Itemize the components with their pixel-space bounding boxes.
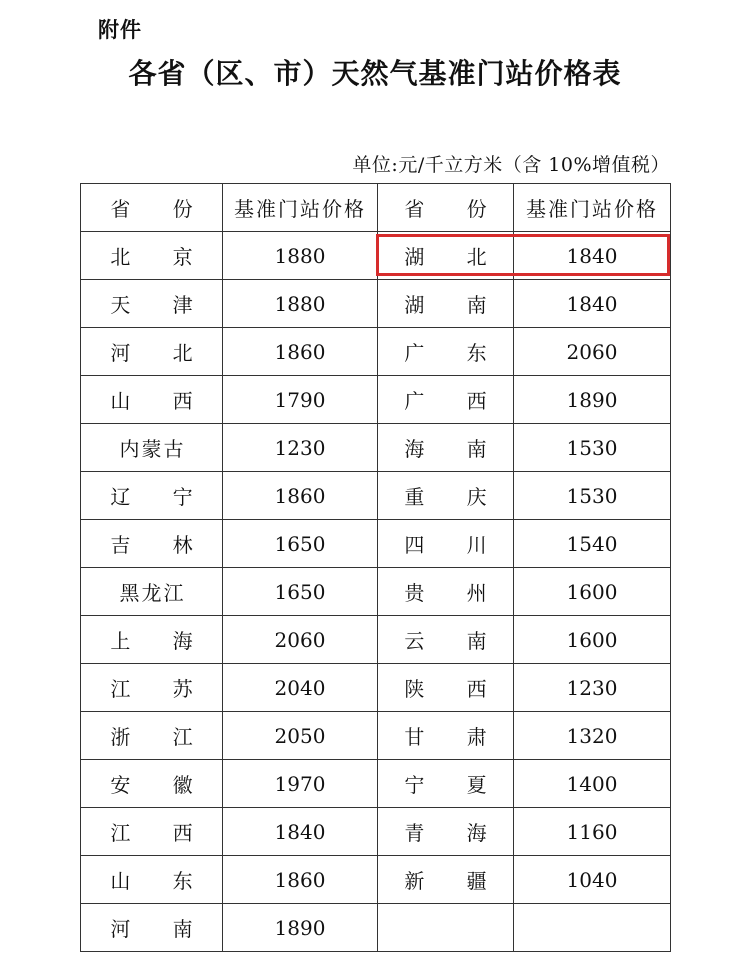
province-cell — [378, 280, 514, 328]
table-row — [81, 760, 671, 808]
province-cell — [81, 904, 223, 952]
table-row — [81, 376, 671, 424]
province-cell — [378, 232, 514, 280]
table-row — [81, 664, 671, 712]
province-cell — [81, 808, 223, 856]
table-row — [81, 712, 671, 760]
price-cell: 1840 — [223, 808, 378, 856]
price-cell: 1530 — [514, 472, 671, 520]
price-cell: 1880 — [223, 232, 378, 280]
header-price-right: 基准门站价格 — [514, 184, 671, 232]
province-cell — [81, 232, 223, 280]
province-cell — [378, 712, 514, 760]
province-cell — [378, 328, 514, 376]
province-name: 浙 江 — [110, 725, 211, 749]
province-name: 甘 肃 — [404, 725, 505, 749]
price-cell: 1230 — [514, 664, 671, 712]
header-province-left — [81, 184, 223, 232]
price-table — [80, 183, 671, 952]
table-row — [81, 568, 671, 616]
table-row — [81, 328, 671, 376]
province-name: 江 西 — [110, 821, 211, 845]
header-label: 省 份 — [404, 197, 505, 221]
price-cell: 1600 — [514, 568, 671, 616]
price-cell: 1540 — [514, 520, 671, 568]
price-cell: 1840 — [514, 280, 671, 328]
province-cell — [81, 280, 223, 328]
province-name: 贵 州 — [404, 581, 505, 605]
price-cell: 1860 — [223, 328, 378, 376]
price-cell: 1400 — [514, 760, 671, 808]
province-cell — [81, 760, 223, 808]
price-cell: 1230 — [223, 424, 378, 472]
province-cell — [81, 616, 223, 664]
document-title: 各省（区、市）天然气基准门站价格表 — [128, 57, 622, 90]
province-cell — [378, 520, 514, 568]
attachment-label: 附件 — [98, 18, 142, 42]
price-cell: 1790 — [223, 376, 378, 424]
price-cell: 1840 — [514, 232, 671, 280]
table-row — [81, 472, 671, 520]
province-cell — [378, 904, 514, 952]
province-name: 内蒙古 — [119, 437, 186, 461]
header-label: 省 份 — [110, 197, 211, 221]
price-cell: 2040 — [223, 664, 378, 712]
province-cell — [81, 568, 223, 616]
province-cell — [378, 856, 514, 904]
province-cell — [378, 808, 514, 856]
province-name: 北 京 — [110, 245, 211, 269]
province-cell — [81, 856, 223, 904]
table-row — [81, 232, 671, 280]
table-row — [81, 520, 671, 568]
price-cell: 1890 — [223, 904, 378, 952]
price-cell: 1860 — [223, 856, 378, 904]
province-name: 山 东 — [110, 869, 211, 893]
province-name: 青 海 — [404, 821, 505, 845]
province-cell — [81, 424, 223, 472]
province-cell — [81, 664, 223, 712]
table-row — [81, 904, 671, 952]
price-cell: 1530 — [514, 424, 671, 472]
price-table-body — [81, 184, 671, 952]
price-cell: 2060 — [223, 616, 378, 664]
province-cell — [378, 760, 514, 808]
province-name: 广 东 — [404, 341, 505, 365]
price-cell: 1650 — [223, 568, 378, 616]
province-name: 云 南 — [404, 629, 505, 653]
province-name: 陕 西 — [404, 677, 505, 701]
header-province-right — [378, 184, 514, 232]
price-cell — [514, 904, 671, 952]
table-row — [81, 616, 671, 664]
province-name: 安 徽 — [110, 773, 211, 797]
table-row — [81, 424, 671, 472]
province-cell — [378, 376, 514, 424]
table-row — [81, 808, 671, 856]
province-name: 宁 夏 — [404, 773, 505, 797]
province-name: 海 南 — [404, 437, 505, 461]
province-cell — [81, 376, 223, 424]
province-cell — [378, 424, 514, 472]
price-cell: 1970 — [223, 760, 378, 808]
province-name: 河 南 — [110, 917, 211, 941]
province-cell — [378, 664, 514, 712]
header-row — [81, 184, 671, 232]
province-cell — [378, 616, 514, 664]
table-row — [81, 280, 671, 328]
province-cell — [378, 472, 514, 520]
province-name: 吉 林 — [110, 533, 211, 557]
province-cell — [81, 712, 223, 760]
price-cell: 1890 — [514, 376, 671, 424]
province-name: 上 海 — [110, 629, 211, 653]
province-cell — [81, 472, 223, 520]
table-row — [81, 856, 671, 904]
price-cell: 2060 — [514, 328, 671, 376]
province-name: 四 川 — [404, 533, 505, 557]
unit-note: 单位:元/千立方米（含 10%增值税） — [352, 154, 670, 176]
province-cell — [81, 328, 223, 376]
price-cell: 1600 — [514, 616, 671, 664]
province-name: 广 西 — [404, 389, 505, 413]
header-price-left: 基准门站价格 — [223, 184, 378, 232]
price-cell: 1320 — [514, 712, 671, 760]
province-cell — [378, 568, 514, 616]
province-name: 辽 宁 — [110, 485, 211, 509]
province-name: 新 疆 — [404, 869, 505, 893]
price-cell: 1880 — [223, 280, 378, 328]
price-cell: 1650 — [223, 520, 378, 568]
province-name: 河 北 — [110, 341, 211, 365]
province-name: 山 西 — [110, 389, 211, 413]
province-cell — [81, 520, 223, 568]
price-cell: 2050 — [223, 712, 378, 760]
price-cell: 1860 — [223, 472, 378, 520]
province-name: 重 庆 — [404, 485, 505, 509]
province-name: 湖 南 — [404, 293, 505, 317]
province-name: 湖 北 — [404, 245, 505, 269]
price-cell: 1160 — [514, 808, 671, 856]
province-name: 黑龙江 — [119, 581, 186, 605]
province-name: 江 苏 — [110, 677, 211, 701]
province-name: 天 津 — [110, 293, 211, 317]
price-cell: 1040 — [514, 856, 671, 904]
